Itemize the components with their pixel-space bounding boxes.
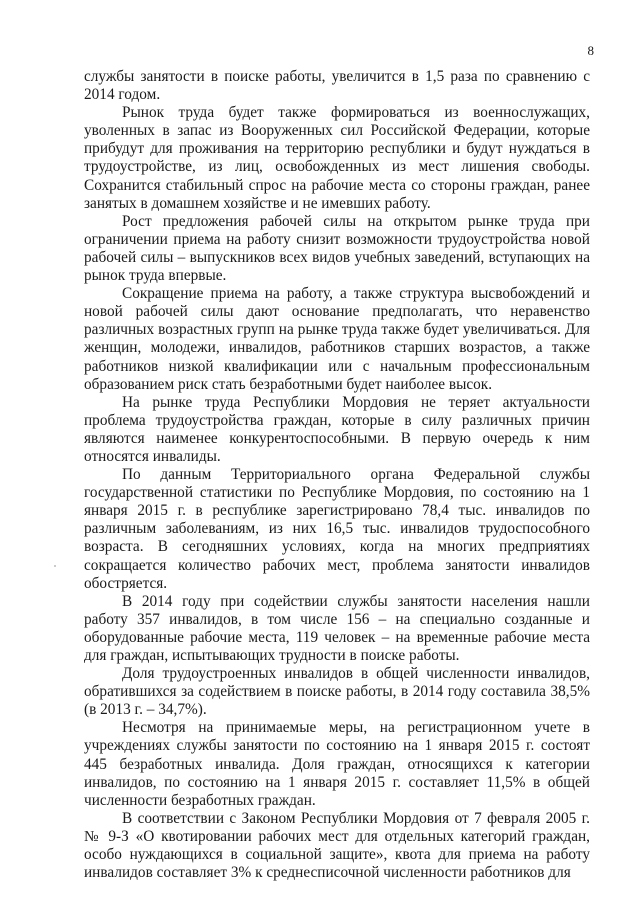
- paragraph-uncompetitive-groups: На рынке труда Республики Мордовия не теряет актуальности проблема трудоустройства граждан, которые в силу различных причин являются наименее конкурентоспособными. В первую очередь к ним относятся инвалиды.: [84, 393, 590, 465]
- paragraph-labor-market-sources: Рынок труда будет также формироваться из военнослужащих, уволенных в запас из Вооруженных сил Российской Федерации, которые прибудут для проживания на территорию республики и будут нуждаться в трудоустройстве, из лиц, освобожденных из мест лишения свободы. Сохранится стабильный спрос на рабочие места со стороны граждан, ранее занятых в домашнем хозяйстве и не имевших работу.: [84, 104, 590, 212]
- paragraph-labor-supply-growth: Рост предложения рабочей силы на открытом рынке труда при ограничении приема на работу снизит возможности трудоустройства новой рабочей силы – выпускников всех видов учебных заведений, вступающих на рынок труда впервые.: [84, 212, 590, 285]
- paragraph-quota-law: В соответствии с Законом Республики Мордовия от 7 февраля 2005 г. № 9-З «О квотировании рабочих мест для отдельных категорий граждан, особо нуждающихся в социальной защите», квота для приема на работу инвалидов составляет 3% к среднесписочной численности работников для: [84, 809, 590, 882]
- paragraph-employment-2014: В 2014 году при содействии службы занятости населения нашли работу 357 инвалидов, в том числе 156 – на специально созданные и оборудованные рабочие места, 119 человек – на временные рабочие места для граждан, испытывающих трудности в поиске работы.: [84, 592, 590, 664]
- page-number: 8: [587, 43, 594, 58]
- paragraph-continuation: службы занятости в поиске работы, увеличится в 1,5 раза по сравнению с 2014 годом.: [84, 68, 590, 104]
- document-body: [84, 68, 590, 882]
- paragraph-disability-statistics: По данным Территориального органа Федеральной службы государственной статистики по Республике Мордовия, по состоянию на 1 января 2015 г. в республике зарегистрировано 78,4 тыс. инвалидов по различным заболеваниям, из них 16,5 тыс. инвалидов трудоспособного возраста. В сегодняшних условиях, когда на многих предприятиях сокращается количество рабочих мест, проблема занятости инвалидов обостряется.: [84, 466, 590, 592]
- paragraph-unemployed-disabled: Несмотря на принимаемые меры, на регистрационном учете в учреждениях службы занятости по состоянию на 1 января 2015 г. состоят 445 безработных инвалида. Доля граждан, относящихся к категории инвалидов, по состоянию на 1 января 2015 г. составляет 11,5% в общей численности безработных граждан.: [84, 719, 590, 809]
- paragraph-employment-share: Доля трудоустроенных инвалидов в общей численности инвалидов, обратившихся за содействием в поиске работы, в 2014 году составила 38,5% (в 2013 г. – 34,7%).: [84, 665, 590, 719]
- paragraph-age-inequality: Сокращение приема на работу, а также структура высвобождений и новой рабочей силы дают основание предполагать, что неравенство различных возрастных групп на рынке труда также будет увеличиваться. Для женщин, молодежи, инвалидов, работников старших возрастов, а также работников низкой квалификации или с начальным профессиональным образованием риск стать безработными будет наиболее высок.: [84, 285, 590, 393]
- scan-speck: [54, 565, 56, 567]
